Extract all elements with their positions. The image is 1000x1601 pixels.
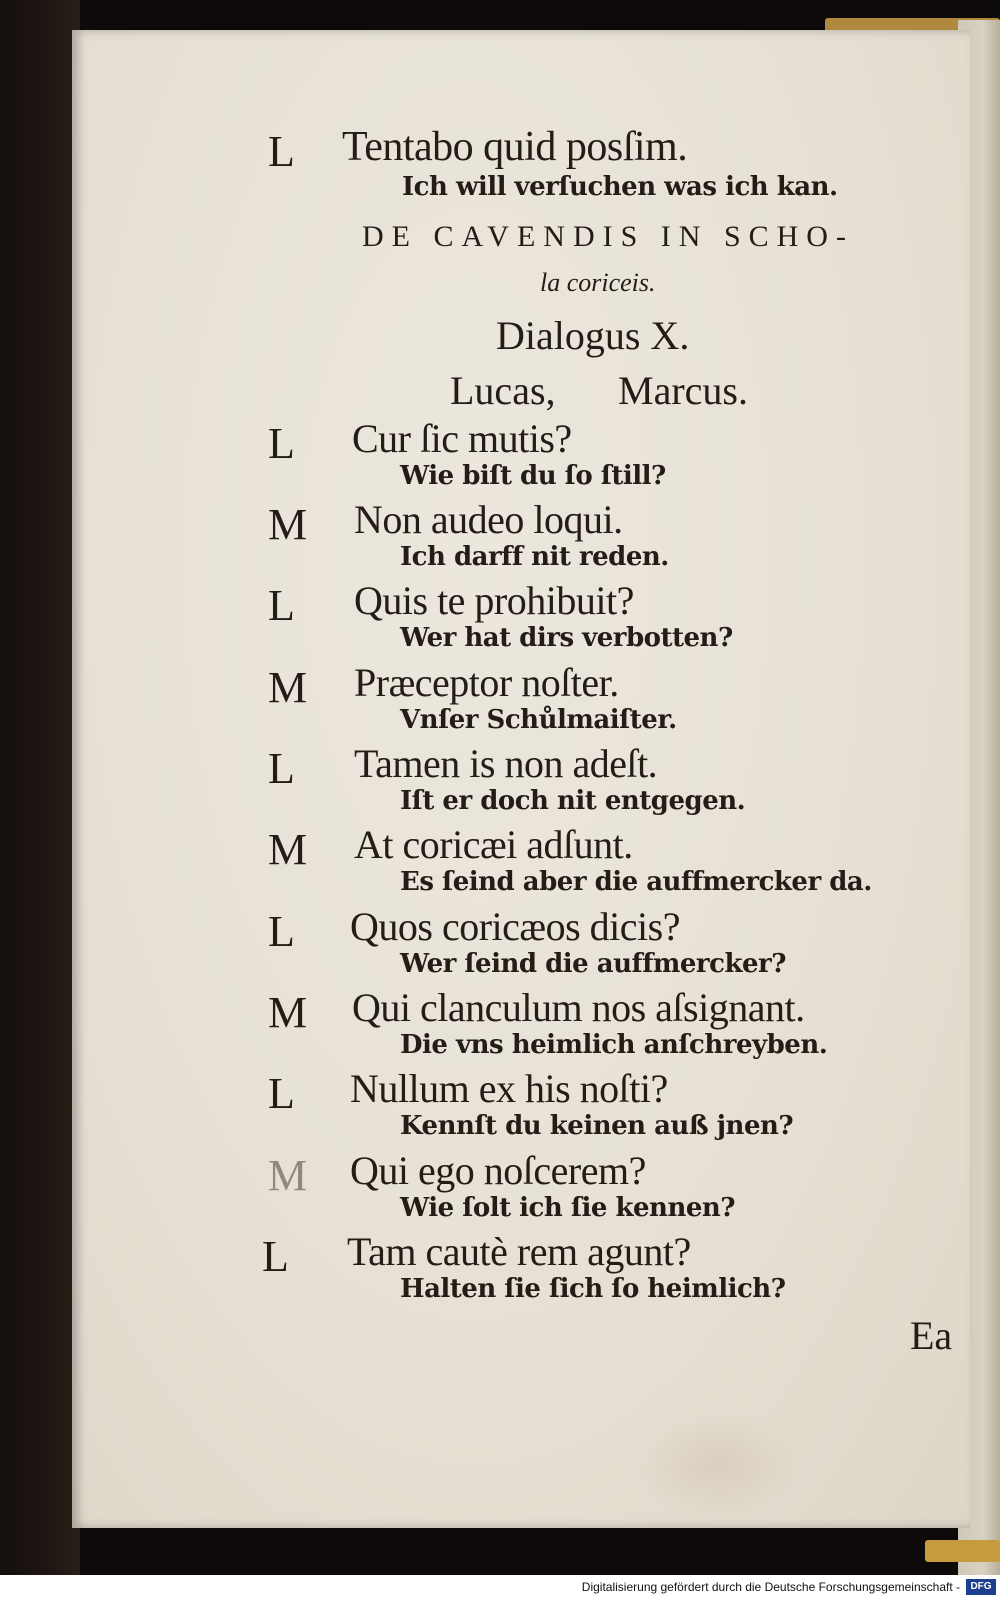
latin-line: Tamen is non adeſt. <box>354 741 658 786</box>
german-line: Ich will verſuchen was ich kan. <box>402 172 838 202</box>
participant-second: Marcus. <box>618 368 748 413</box>
dialog-title: Dialogus X. <box>496 313 690 358</box>
latin-line: Nullum ex his noſti? <box>350 1066 668 1111</box>
latin-line: At coricæi adſunt. <box>354 822 633 867</box>
speaker-label: L <box>268 581 295 630</box>
german-line: Wer ſeind die auffmercker? <box>400 949 786 979</box>
book-page <box>72 30 970 1528</box>
german-line: Es ſeind aber die auffmercker da. <box>400 867 872 897</box>
speaker-label: L <box>268 744 295 793</box>
speaker-label: M <box>268 988 308 1037</box>
latin-line: Qui ego noſcerem? <box>350 1148 646 1193</box>
latin-line: Tentabo quid posſim. <box>342 124 688 170</box>
latin-line: Qui clanculum nos aſsignant. <box>352 985 805 1030</box>
german-line: Die vns heimlich anſchreyben. <box>400 1030 828 1060</box>
german-line: Wer hat dirs verbotten? <box>400 623 733 653</box>
german-line: Ich darff nit reden. <box>400 542 669 572</box>
catchword: Ea <box>910 1313 953 1358</box>
german-line: Halten ſie ſich ſo heimlich? <box>400 1274 786 1304</box>
speaker-label: M <box>268 1151 308 1200</box>
section-heading-continued: la coriceis. <box>540 268 656 297</box>
german-line: Vnſer Schůlmaiſter. <box>400 705 677 735</box>
latin-line: Quis te prohibuit? <box>354 578 634 623</box>
participant-first: Lucas, <box>450 368 556 413</box>
german-line: Iſt er doch nit entgegen. <box>400 786 746 816</box>
german-line: Kennſt du keinen auß jnen? <box>400 1111 794 1141</box>
speaker-label: L <box>262 1232 289 1281</box>
section-heading: DE CAVENDIS IN SCHO- <box>362 220 854 253</box>
german-line: Wie ſolt ich ſie kennen? <box>400 1193 736 1223</box>
speaker-label: L <box>268 419 295 468</box>
speaker-label: M <box>268 663 308 712</box>
speaker-label: L <box>268 907 295 956</box>
speaker-label: L <box>268 127 295 176</box>
book-binding-left <box>0 0 80 1575</box>
latin-line: Quos coricæos dicis? <box>350 904 680 949</box>
latin-line: Non audeo loqui. <box>354 497 623 542</box>
latin-line: Tam cautè rem agunt? <box>347 1229 691 1274</box>
dfg-logo: DFG <box>966 1579 996 1595</box>
speaker-label: M <box>268 825 308 874</box>
german-line: Wie biſt du ſo ſtill? <box>400 461 666 491</box>
speaker-label: L <box>268 1069 295 1118</box>
latin-line: Cur ſic mutis? <box>352 416 572 461</box>
footer-bar <box>0 1575 1000 1601</box>
book-edge-tab-bottom <box>925 1540 1000 1562</box>
page-stain <box>632 1410 802 1520</box>
latin-line: Præceptor noſter. <box>354 660 619 705</box>
speaker-label: M <box>268 500 308 549</box>
footer-credit: Digitalisierung gefördert durch die Deutsche Forschungsgemeinschaft - <box>581 1580 960 1594</box>
